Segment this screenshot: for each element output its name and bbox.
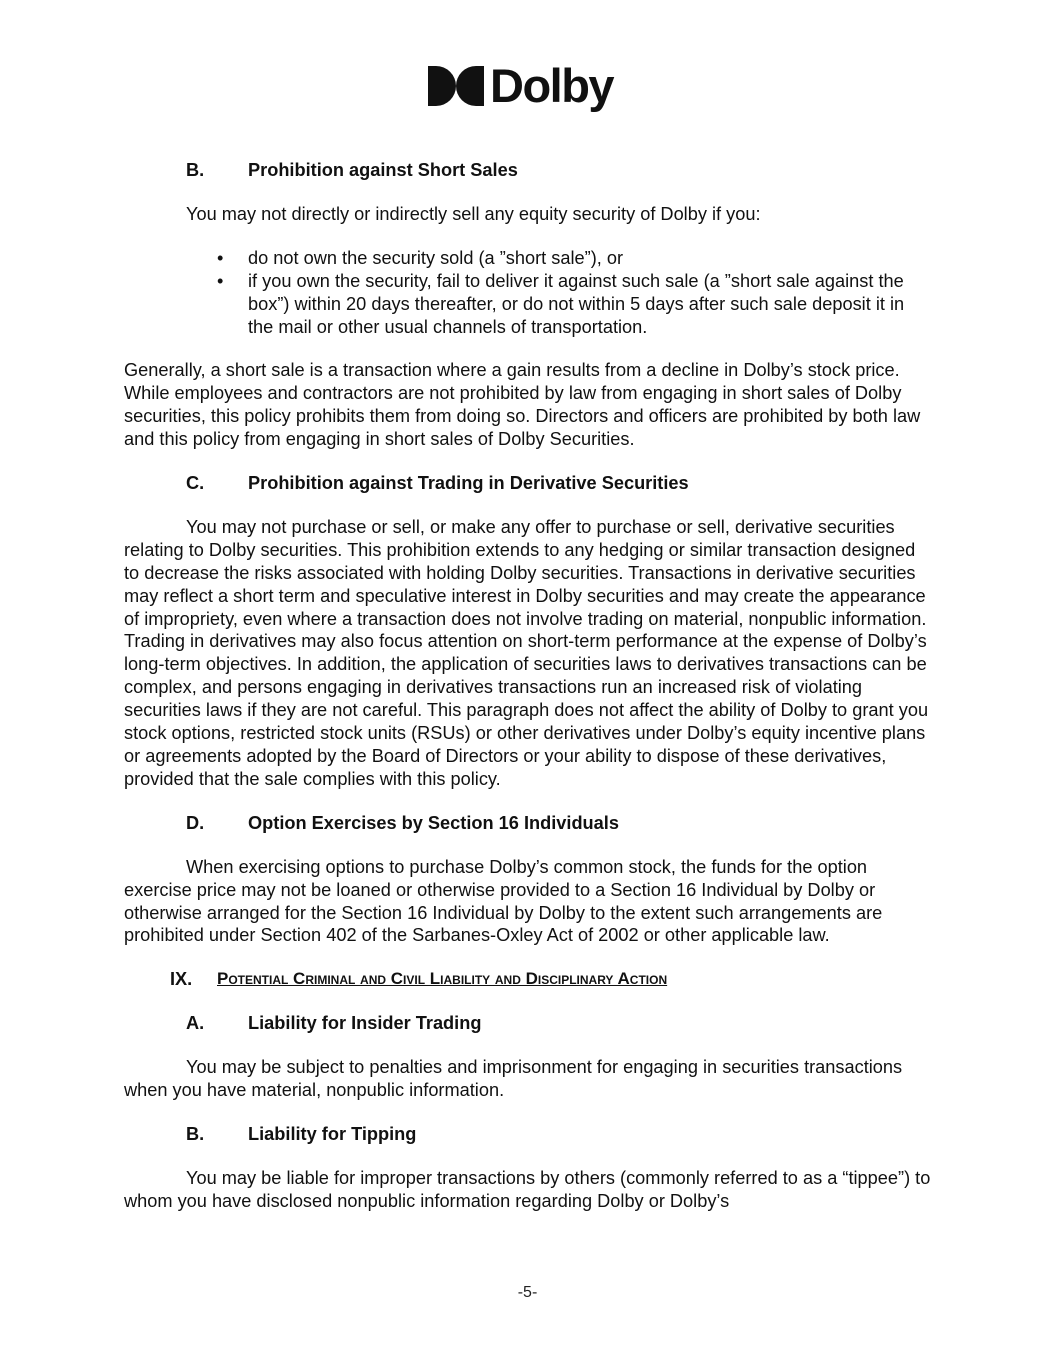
section-heading-tipping [124,1123,934,1146]
tipping-body: You may be liable for improper transactions by others (commonly referred to as a “tippee”) to whom you have disclosed nonpublic information regarding Dolby or Dolby’s [124,1167,931,1211]
section-title: Option Exercises by Section 16 Individuals [248,812,619,833]
insider-trading-body: You may be subject to penalties and imprisonment for engaging in securities transactions when you have material, nonpublic information. [124,1057,903,1101]
short-sales-intro: You may not directly or indirectly sell any equity security of Dolby if you: [186,203,761,224]
bullet-icon: • [217,270,224,291]
short-sales-body: Generally, a short sale is a transaction where a gain results from a decline in Dolby’s stock price. While employees and contractors are not prohibited by law from engaging in short sales of Dolby securities, this policy prohibits them from doing so. Directors and officers are prohibited by both law and this policy from engaging in short sales of Dolby Securities. [124,360,921,450]
derivatives-body: You may not purchase or sell, or make any offer to purchase or sell, derivative securities relating to Dolby securities. This prohibition extends to any hedging or similar transaction designed to decrease the risks associated with holding Dolby securities. Transactions in derivative securities may reflect a short term and speculative interest in Dolby securities and may create the appearance of impropriety, even where a transaction does not involve trading on material, nonpublic information. Trading in derivatives may also focus attention on short-term performance at the expense of Dolby’s long-term objectives. In addition, the application of securities laws to derivatives transactions can be complex, and persons engaging in derivatives transactions run an increased risk of violating securities laws if they are not careful. This paragraph does not affect the ability of Dolby to grant you stock options, restricted stock units (RSUs) or other derivatives under Dolby’s equity incentive plans or agreements adopted by the Board of Directors or your ability to dispose of these derivatives, provided that the sale complies with this policy. [124,516,929,789]
document-body [124,159,934,1234]
bullet-text: do not own the security sold (a ”short sale”), or [248,247,624,268]
dolby-double-d-icon [428,66,484,106]
logo-wordmark: Dolby [490,59,614,112]
section-heading-derivatives [124,472,934,495]
section-letter: B. [186,1123,205,1144]
page-number: -5- [517,1284,538,1301]
section-title: Prohibition against Short Sales [248,160,518,180]
section-letter: A. [186,1013,205,1034]
section-title: Prohibition against Trading in Derivative Securities [248,473,689,494]
section-title: Liability for Tipping [248,1123,417,1144]
option-exercises-body: When exercising options to purchase Dolby’s common stock, the funds for the option exercise price may not be loaned or otherwise provided to a Section 16 Individual by Dolby or otherwise arranged for the Section 16 Individual by Dolby to the extent such arrangements are prohibited under Section 402 of the Sarbanes-Oxley Act of 2002 or other applicable law. [124,856,883,946]
section-heading-option-exercises [124,812,934,835]
bullet-text: if you own the security, fail to deliver it against such sale (a ”short sale against the box”) within 20 days thereafter, or do not within 5 days after such sale deposit it in the mail or other usual channels of transportation. [248,270,905,337]
section-letter: D. [186,812,205,833]
bullet-icon: • [217,247,224,268]
section-heading-short-sales [124,159,934,182]
list-item [124,270,934,339]
section-heading-insider-trading [124,1012,934,1035]
dolby-logo [428,58,613,114]
major-section-number: IX. [170,969,193,990]
major-section-heading-liability [124,968,934,991]
major-section-title: Potential Criminal and Civil Liability and Disciplinary Action [217,969,668,989]
short-sales-bullet-list [124,247,934,339]
section-letter: C. [186,473,205,494]
list-item [124,247,934,270]
section-letter: B. [186,160,205,180]
section-title: Liability for Insider Trading [248,1013,482,1034]
